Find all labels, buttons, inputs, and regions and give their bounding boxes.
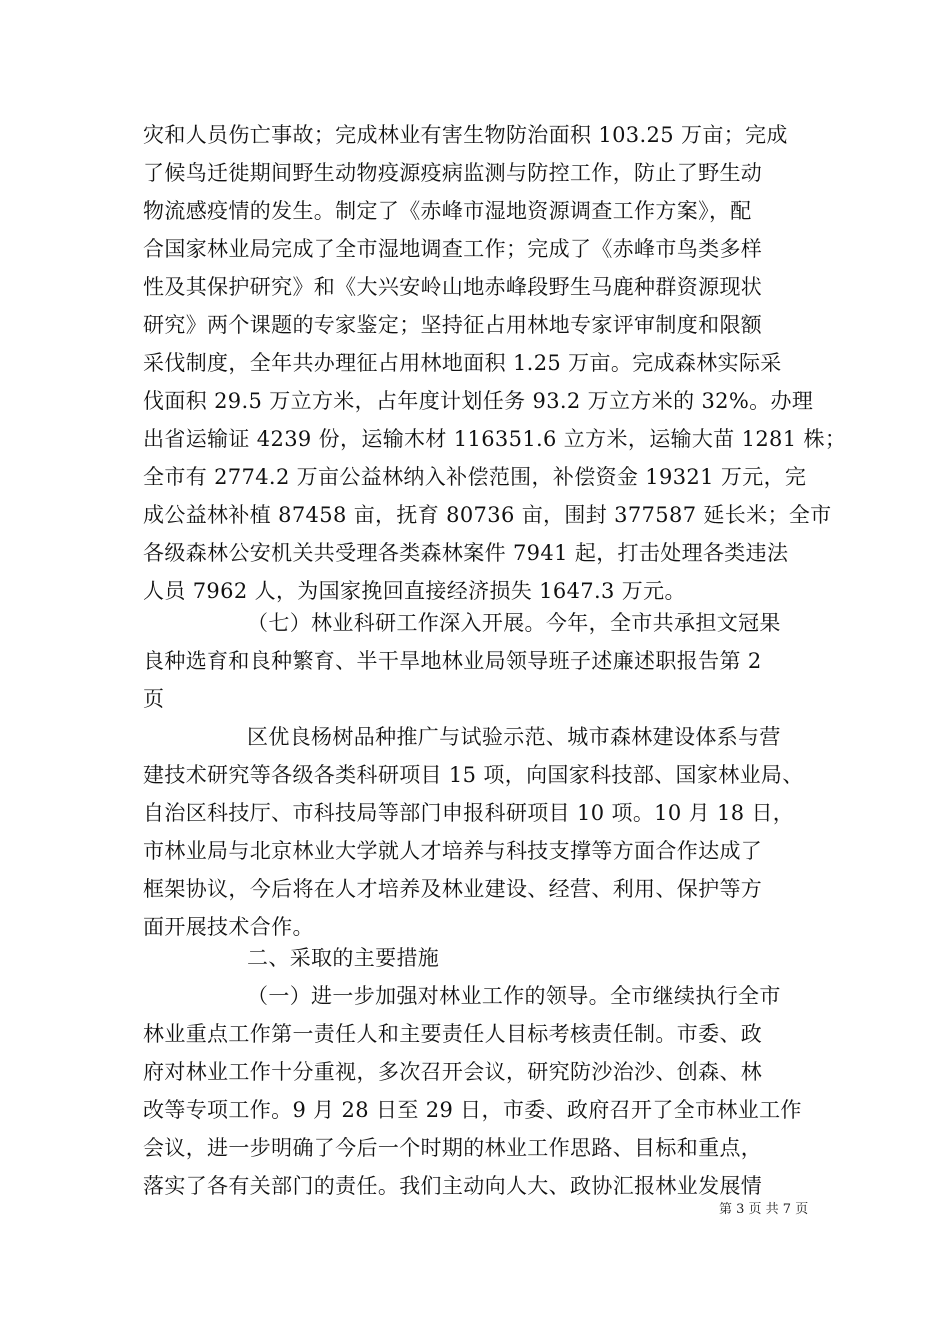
body-line-13: 人员 7962 人，为国家挽回直接经济损失 1647.3 万元。 [143,579,686,603]
body-line-6: 研究》两个课题的专家鉴定；坚持征占用林地专家评审制度和限额 [143,313,763,337]
body-line-4: 合国家林业局完成了全市湿地调查工作；完成了《赤峰市鸟类多样 [143,237,763,261]
body-line-2: 了候鸟迁徙期间野生动物疫源疫病监测与防控工作，防止了野生动 [143,161,763,185]
page-number-footer: 第 3 页 共 7 页 [719,1202,809,1217]
body-line-22: 面开展技术合作。 [143,915,314,939]
body-line-21: 框架协议，今后将在人才培养及林业建设、经营、利用、保护等方 [143,877,763,901]
body-line-25: 林业重点工作第一责任人和主要责任人目标考核责任制。市委、政 [143,1022,763,1046]
body-line-27: 改等专项工作。9 月 28 日至 29 日，市委、政府召开了全市林业工作 [143,1098,802,1122]
body-line-17: 区优良杨树品种推广与试验示范、城市森林建设体系与营 [247,725,781,749]
section-one-heading-line: （一）进一步加强对林业工作的领导。全市继续执行全市 [247,984,781,1008]
body-line-5: 性及其保护研究》和《大兴安岭山地赤峰段野生马鹿种群资源现状 [143,275,763,299]
body-line-19: 自治区科技厅、市科技局等部门申报科研项目 10 项。10 月 18 日， [143,801,795,825]
body-line-8: 伐面积 29.5 万立方米，占年度计划任务 93.2 万立方米的 32%。办理 [143,389,814,413]
section-seven-heading-line: （七）林业科研工作深入开展。今年，全市共承担文冠果 [247,611,781,635]
section-two-heading: 二、采取的主要措施 [247,946,440,970]
body-line-26: 府对林业工作十分重视，多次召开会议，研究防沙治沙、创森、林 [143,1060,763,1084]
body-line-12: 各级森林公安机关共受理各类森林案件 7941 起，打击处理各类违法 [143,541,789,565]
body-line-11: 成公益林补植 87458 亩，抚育 80736 亩，围封 377587 延长米；全市 [143,503,832,527]
body-line-20: 市林业局与北京林业大学就人才培养与科技支撑等方面合作达成了 [143,839,763,863]
body-line-18: 建技术研究等各级各类科研项目 15 项，向国家科技部、国家林业局、 [143,763,804,787]
body-line-9: 出省运输证 4239 份，运输木材 116351.6 立方米，运输大苗 1281 株； [143,427,847,451]
body-line-1: 灾和人员伤亡事故；完成林业有害生物防治面积 103.25 万亩；完成 [143,123,788,147]
body-line-28: 会议，进一步明确了今后一个时期的林业工作思路、目标和重点， [143,1136,763,1160]
body-line-16: 页 [143,687,165,711]
body-line-3: 物流感疫情的发生。制定了《赤峰市湿地资源调查工作方案》，配 [143,199,752,223]
body-line-29: 落实了各有关部门的责任。我们主动向人大、政协汇报林业发展情 [143,1174,763,1198]
body-line-15: 良种选育和良种繁育、半干旱地林业局领导班子述廉述职报告第 2 [143,649,762,673]
body-line-7: 采伐制度，全年共办理征占用林地面积 1.25 万亩。完成森林实际采 [143,351,782,375]
body-line-10: 全市有 2774.2 万亩公益林纳入补偿范围，补偿资金 19321 万元，完 [143,465,807,489]
